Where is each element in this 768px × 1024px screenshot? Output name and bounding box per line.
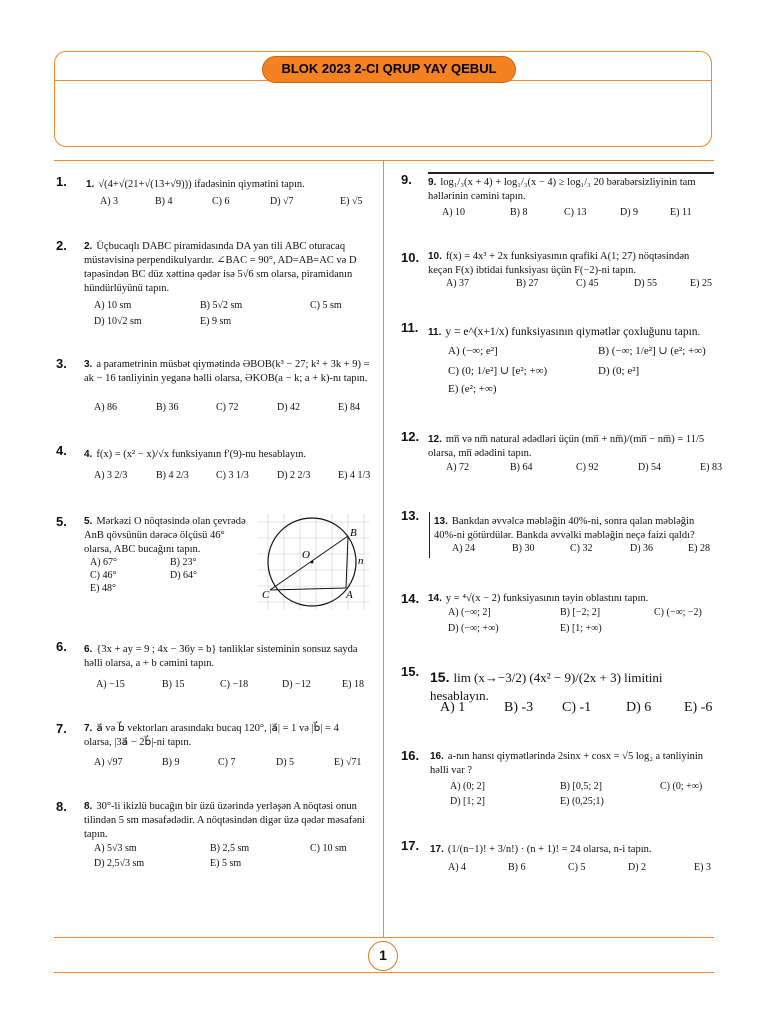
- question-number: 10.: [401, 250, 420, 265]
- label-a: A: [346, 589, 353, 601]
- option-e[interactable]: E) 5 sm: [210, 858, 242, 869]
- inline-number: 7.: [84, 723, 93, 734]
- answer-options: [100, 195, 380, 209]
- option-b[interactable]: B) [−2; 2]: [560, 607, 601, 618]
- option-c[interactable]: C) (−∞; −2): [654, 607, 702, 618]
- question-text: [430, 843, 715, 857]
- option-d[interactable]: D) 2,5√3 sm: [94, 858, 145, 869]
- question-body: a⃗ və b⃗ vektorları arasındakı bucaq 120°, |a⃗| = 1 və |b⃗| = 4 olarsa, |3a⃗ − 2b⃗|-ni tapın.: [84, 723, 339, 748]
- option-e[interactable]: E) 9 sm: [200, 316, 232, 327]
- option-d[interactable]: D) 6: [626, 700, 652, 715]
- label-b: B: [350, 527, 357, 539]
- option-c[interactable]: C) 3 1/3: [216, 470, 249, 481]
- option-b[interactable]: B) 4 2/3: [156, 470, 189, 481]
- option-d[interactable]: D) 54: [638, 462, 662, 473]
- option-a[interactable]: A) 67°: [90, 557, 118, 568]
- option-e[interactable]: E) [1; +∞): [560, 623, 602, 634]
- option-d[interactable]: D) 9: [620, 207, 639, 218]
- question-body: (1/(n−1)! + 3/n!) · (n + 1)! = 24 olarsa, n-i tapın.: [447, 844, 652, 855]
- inline-number: 4.: [84, 449, 93, 460]
- question-body: mn̅ və nm̅ natural ədədləri üçün (mn̅ + nm̅)/(mn̅ − nm̅) = 11/5 olarsa, mn̅ ədədini tapın.: [428, 434, 705, 459]
- question-body: 30°-li ikizlü bucağın bir üzü üzərində yerləşən A nöqtəsi onun tilindən 5 sm məsafədədir. A nöqtəsindən digər üzə qədər məsafəni tapın.: [84, 801, 366, 840]
- option-d[interactable]: D) 5: [276, 757, 295, 768]
- option-b[interactable]: B) 30: [512, 543, 535, 554]
- option-a[interactable]: A) −15: [96, 679, 125, 690]
- question-text: [430, 750, 715, 778]
- question-number: 11.: [401, 320, 419, 335]
- answer-options: [96, 678, 381, 692]
- inline-number: 11.: [428, 327, 442, 338]
- question-number: 2.: [56, 238, 67, 253]
- question-number: 12.: [401, 429, 420, 444]
- question-text: [84, 240, 369, 296]
- option-d[interactable]: D) 2: [628, 862, 647, 873]
- answer-options: [94, 756, 379, 770]
- question-body: Mərkəzi O nöqtəsində olan çevrədə AnB qövsünün dərəcə ölçüsü 46° olarsa, ABC bucağını tapın.: [84, 516, 246, 555]
- option-e[interactable]: E) 84: [338, 402, 360, 413]
- question-text: [84, 448, 374, 462]
- bottom-rule: [54, 937, 714, 938]
- inline-number: 5.: [84, 516, 93, 527]
- option-d[interactable]: D) √7: [270, 196, 294, 207]
- inline-number: 6.: [84, 644, 93, 655]
- answer-options: [94, 469, 379, 483]
- option-c[interactable]: C) 5: [568, 862, 586, 873]
- option-b[interactable]: B) 9: [162, 757, 180, 768]
- inline-number: 14.: [428, 593, 442, 604]
- option-e[interactable]: E) 28: [688, 543, 710, 554]
- option-a[interactable]: A) (−∞; e²]: [448, 345, 498, 357]
- option-d[interactable]: D) 55: [634, 278, 658, 289]
- option-d[interactable]: D) 64°: [170, 570, 198, 581]
- option-b[interactable]: B) 8: [510, 207, 528, 218]
- inline-number: 1.: [86, 179, 95, 190]
- question-text: [428, 176, 713, 204]
- option-b[interactable]: B) -3: [504, 700, 534, 715]
- option-d[interactable]: D) 36: [630, 543, 654, 554]
- question-body: √(4+√(21+√(13+√9))) ifadəsinin qiymətini tapın.: [98, 179, 305, 190]
- option-b[interactable]: B) 27: [516, 278, 539, 289]
- option-c[interactable]: C) 5 sm: [310, 300, 342, 311]
- answer-options: [452, 542, 722, 556]
- question-number: 7.: [56, 721, 67, 736]
- option-a[interactable]: A) 5√3 sm: [94, 843, 137, 854]
- page-title: BLOK 2023 2-CI QRUP YAY QEBUL: [262, 56, 516, 83]
- option-c[interactable]: C) 72: [216, 402, 239, 413]
- question-text: [86, 178, 371, 192]
- circle-figure: [258, 514, 370, 610]
- answer-options: [94, 401, 379, 415]
- question-rule: [428, 172, 714, 174]
- option-a[interactable]: A) 86: [94, 402, 118, 413]
- option-c[interactable]: C) 10 sm: [310, 843, 347, 854]
- question-text: [84, 800, 374, 842]
- option-a[interactable]: A) 10 sm: [94, 300, 132, 311]
- option-a[interactable]: A) 4: [448, 862, 467, 873]
- question-number: 1.: [56, 174, 67, 189]
- option-c[interactable]: C) -1: [562, 700, 592, 715]
- option-b[interactable]: B) 15: [162, 679, 185, 690]
- option-a[interactable]: A) 10: [442, 207, 466, 218]
- option-e[interactable]: E) 25: [690, 278, 712, 289]
- question-body: {3x + ay = 9 ; 4x − 36y = b} tənliklər sisteminin sonsuz sayda həlli olarsa, a + b cəmini tapın.: [84, 644, 358, 669]
- option-c[interactable]: C) 7: [218, 757, 236, 768]
- option-b[interactable]: B) (−∞; 1/e²] ∪ (e²; +∞): [598, 345, 706, 357]
- option-d[interactable]: D) (−∞; +∞): [448, 623, 499, 634]
- question-number: 16.: [401, 748, 420, 763]
- question-number: 5.: [56, 514, 67, 529]
- label-n: n: [358, 555, 364, 567]
- inline-number: 10.: [428, 251, 442, 262]
- answer-options: [446, 277, 726, 291]
- option-b[interactable]: B) [0,5; 2]: [560, 781, 602, 792]
- option-e[interactable]: E) √5: [340, 196, 363, 207]
- question-text: [84, 358, 374, 386]
- option-e[interactable]: E) 3: [694, 862, 711, 873]
- option-b[interactable]: B) 5√2 sm: [200, 300, 243, 311]
- answer-options: [450, 780, 720, 810]
- answer-options: [440, 701, 720, 719]
- question-text: [428, 250, 713, 278]
- answer-options: [90, 556, 250, 598]
- inline-number: 13.: [434, 516, 448, 527]
- option-d[interactable]: D) [1; 2]: [450, 796, 485, 807]
- footer-rule: [54, 972, 714, 973]
- option-e[interactable]: E) 18: [342, 679, 364, 690]
- question-body: a-nın hansı qiymətlərində 2sinx + cosx = √5 log₂ a tənliyinin həlli var ?: [430, 751, 704, 776]
- inline-number: 16.: [430, 751, 444, 762]
- question-body: y = e^(x+1/x) funksiyasının qiymətlər çoxluğunu tapın.: [445, 326, 701, 338]
- option-b[interactable]: B) 36: [156, 402, 179, 413]
- question-text: [84, 722, 369, 750]
- option-b[interactable]: B) 4: [155, 196, 173, 207]
- question-number: 13.: [401, 508, 420, 523]
- question-body: Üçbucaqlı DABC piramidasında DA yan tili ABC oturacaq müstəvisinə perpendikulyardır. ∠BAC = 90°, AD=AB=AC və D təpəsindən BC düz xəttinə qədər isə 5√6 sm olarsa, piramidanın hündürlüyünü tapın.: [84, 241, 357, 294]
- question-text: [428, 325, 713, 340]
- answer-options: [94, 842, 379, 872]
- option-d[interactable]: D) 2 2/3: [277, 470, 311, 481]
- option-e[interactable]: E) 48°: [90, 583, 116, 594]
- option-e[interactable]: E) 83: [700, 462, 722, 473]
- inline-number: 9.: [428, 177, 437, 188]
- question-body: y = ⁴√(x − 2) funksiyasının təyin oblastını tapın.: [445, 593, 649, 604]
- inline-number: 8.: [84, 801, 93, 812]
- inline-number: 17.: [430, 844, 444, 855]
- question-body: Bankdan əvvəlcə məbləğin 40%-ni, sonra qalan məbləğin 40%-ni götürdülər. Bankda əvvəlki məbləğin neçə faizi qaldı?: [434, 516, 695, 541]
- option-d[interactable]: D) 42: [277, 402, 301, 413]
- question-number: 15.: [401, 664, 420, 679]
- option-d[interactable]: D) (0; e²]: [598, 365, 640, 377]
- answer-options: [448, 344, 718, 400]
- option-e[interactable]: E) (0,25;1): [560, 796, 604, 807]
- top-rule: [54, 160, 714, 161]
- option-e[interactable]: E) 4 1/3: [338, 470, 371, 481]
- option-d[interactable]: D) 10√2 sm: [94, 316, 142, 327]
- option-d[interactable]: D) −12: [282, 679, 311, 690]
- option-b[interactable]: B) 64: [510, 462, 533, 473]
- answer-options: [94, 299, 379, 329]
- question-number: 9.: [401, 172, 412, 187]
- option-a[interactable]: A) 1: [440, 700, 466, 715]
- option-b[interactable]: B) 23°: [170, 557, 197, 568]
- question-text: [84, 515, 254, 557]
- page-number: 1: [368, 941, 398, 971]
- answer-options: [448, 861, 718, 875]
- option-e[interactable]: E) -6: [684, 700, 713, 715]
- question-body: a parametrinin müsbət qiymətində ƏBOB(k³ − 27; k² + 3k + 9) = ak − 16 tənliyinin yeganə həlli olarsa, ƏKOB(a − k; a + k)-nı tapın.: [84, 359, 370, 384]
- option-c[interactable]: C) (0; 1/e²] ∪ [e²; +∞): [448, 365, 548, 377]
- option-a[interactable]: A) 24: [452, 543, 476, 554]
- question-text: [428, 433, 713, 461]
- option-a[interactable]: A) 72: [446, 462, 470, 473]
- question-number: 8.: [56, 799, 67, 814]
- question-bar: [429, 512, 430, 558]
- option-c[interactable]: C) 92: [576, 462, 599, 473]
- option-e[interactable]: E) (e²; +∞): [448, 383, 497, 395]
- option-c[interactable]: C) 46°: [90, 570, 117, 581]
- question-number: 3.: [56, 356, 67, 371]
- option-a[interactable]: A) 3: [100, 196, 119, 207]
- option-a[interactable]: A) (0; 2]: [450, 781, 485, 792]
- option-a[interactable]: A) √97: [94, 757, 123, 768]
- option-b[interactable]: B) 6: [508, 862, 526, 873]
- inline-number: 12.: [428, 434, 442, 445]
- question-number: 4.: [56, 443, 67, 458]
- question-text: [84, 643, 369, 671]
- option-b[interactable]: B) 2,5 sm: [210, 843, 250, 854]
- question-body: f(x) = (x² − x)/√x funksiyanın f′(9)-nu hesablayın.: [96, 449, 307, 460]
- answer-options: [446, 461, 726, 475]
- option-c[interactable]: C) (0; +∞): [660, 781, 703, 792]
- option-a[interactable]: A) 3 2/3: [94, 470, 128, 481]
- answer-options: [448, 606, 718, 636]
- option-e[interactable]: E) √71: [334, 757, 362, 768]
- label-c: C: [262, 589, 270, 601]
- option-c[interactable]: C) −18: [220, 679, 249, 690]
- question-text: [428, 592, 713, 606]
- column-divider: [383, 160, 384, 937]
- question-body: lim (x→−3/2) (4x² − 9)/(2x + 3) limitini hesablayın.: [430, 670, 663, 703]
- question-body: log₁/₃(x + 4) + log₁/₃(x − 4) ≥ log₁/₃ 20 bərabərsizliyinin tam həllərinin cəmini tapın.: [428, 177, 696, 202]
- inline-number: 15.: [430, 669, 450, 685]
- question-text: [434, 515, 716, 543]
- label-o: O: [302, 549, 310, 561]
- answer-options: [442, 206, 722, 220]
- option-c[interactable]: C) 45: [576, 278, 599, 289]
- inline-number: 2.: [84, 241, 93, 252]
- option-c[interactable]: C) 13: [564, 207, 587, 218]
- question-number: 6.: [56, 639, 67, 654]
- option-c[interactable]: C) 32: [570, 543, 593, 554]
- inline-number: 3.: [84, 359, 93, 370]
- option-a[interactable]: A) (−∞; 2]: [448, 607, 491, 618]
- option-c[interactable]: C) 6: [212, 196, 230, 207]
- question-number: 14.: [401, 591, 420, 606]
- question-body: f(x) = 4x³ + 2x funksiyasının qrafiki A(1; 27) nöqtəsindən keçən F(x) ibtidai funksiyası üçün F(−2)-ni tapın.: [428, 251, 690, 276]
- question-number: 17.: [401, 838, 420, 853]
- option-e[interactable]: E) 11: [670, 207, 692, 218]
- option-a[interactable]: A) 37: [446, 278, 470, 289]
